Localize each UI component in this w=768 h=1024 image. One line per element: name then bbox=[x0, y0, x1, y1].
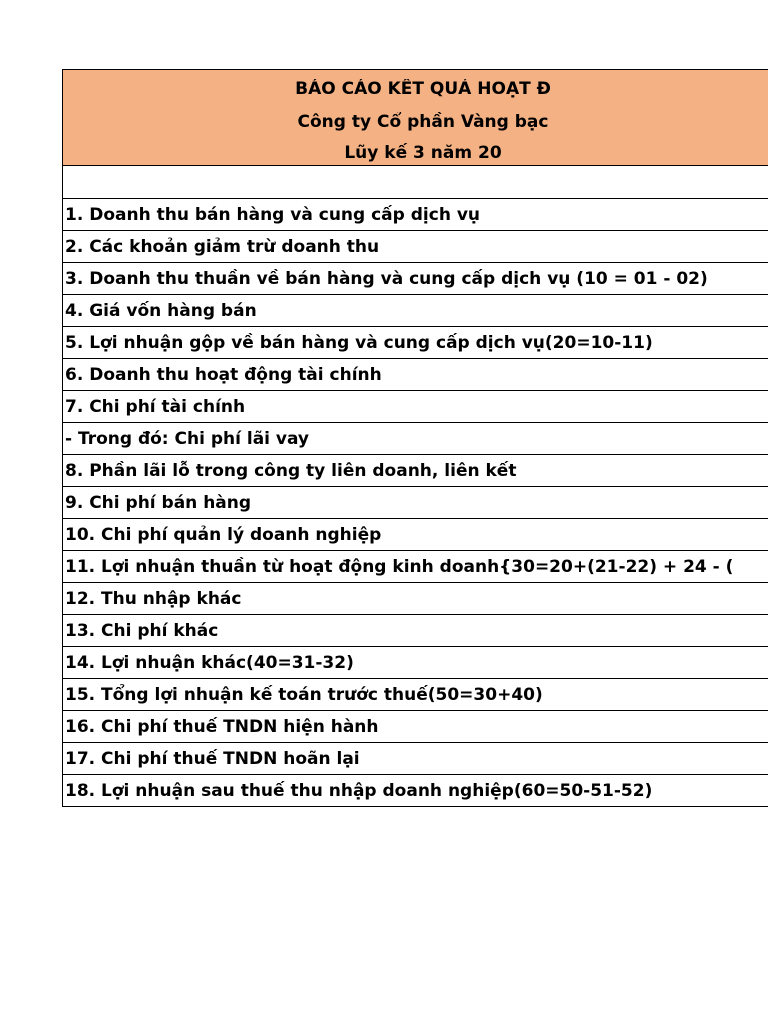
table-row: 1. Doanh thu bán hàng và cung cấp dịch vụ bbox=[63, 199, 768, 231]
table-row: - Trong đó: Chi phí lãi vay bbox=[63, 423, 768, 455]
table-row: 13. Chi phí khác bbox=[63, 615, 768, 647]
blank-row bbox=[63, 166, 768, 199]
table-row: 9. Chi phí bán hàng bbox=[63, 487, 768, 519]
table-row: 16. Chi phí thuế TNDN hiện hành bbox=[63, 711, 768, 743]
table-row: 11. Lợi nhuận thuần từ hoạt động kinh doanh{30=20+(21-22) + 24 - ( bbox=[63, 551, 768, 583]
report-title: BÁO CÁO KẾT QUẢ HOẠT Đ bbox=[295, 79, 551, 99]
company-name: Công ty Cổ phần Vàng bạc bbox=[297, 112, 549, 132]
table-row: 2. Các khoản giảm trừ doanh thu bbox=[63, 231, 768, 263]
table-row: 10. Chi phí quản lý doanh nghiệp bbox=[63, 519, 768, 551]
table-row: 8. Phần lãi lỗ trong công ty liên doanh, liên kết bbox=[63, 455, 768, 487]
table-row: 4. Giá vốn hàng bán bbox=[63, 295, 768, 327]
table-row: 3. Doanh thu thuần về bán hàng và cung cấp dịch vụ (10 = 01 - 02) bbox=[63, 263, 768, 295]
table-row: 18. Lợi nhuận sau thuế thu nhập doanh nghiệp(60=50-51-52) bbox=[63, 775, 768, 807]
report-header bbox=[63, 70, 768, 166]
table-row: 15. Tổng lợi nhuận kế toán trước thuế(50=30+40) bbox=[63, 679, 768, 711]
table-row: 7. Chi phí tài chính bbox=[63, 391, 768, 423]
report-period: Lũy kế 3 năm 20 bbox=[344, 143, 502, 163]
table-row: 14. Lợi nhuận khác(40=31-32) bbox=[63, 647, 768, 679]
table-row: 12. Thu nhập khác bbox=[63, 583, 768, 615]
income-statement-table bbox=[62, 69, 768, 807]
table-row: 6. Doanh thu hoạt động tài chính bbox=[63, 359, 768, 391]
table-row: 5. Lợi nhuận gộp về bán hàng và cung cấp dịch vụ(20=10-11) bbox=[63, 327, 768, 359]
table-row: 17. Chi phí thuế TNDN hoãn lại bbox=[63, 743, 768, 775]
